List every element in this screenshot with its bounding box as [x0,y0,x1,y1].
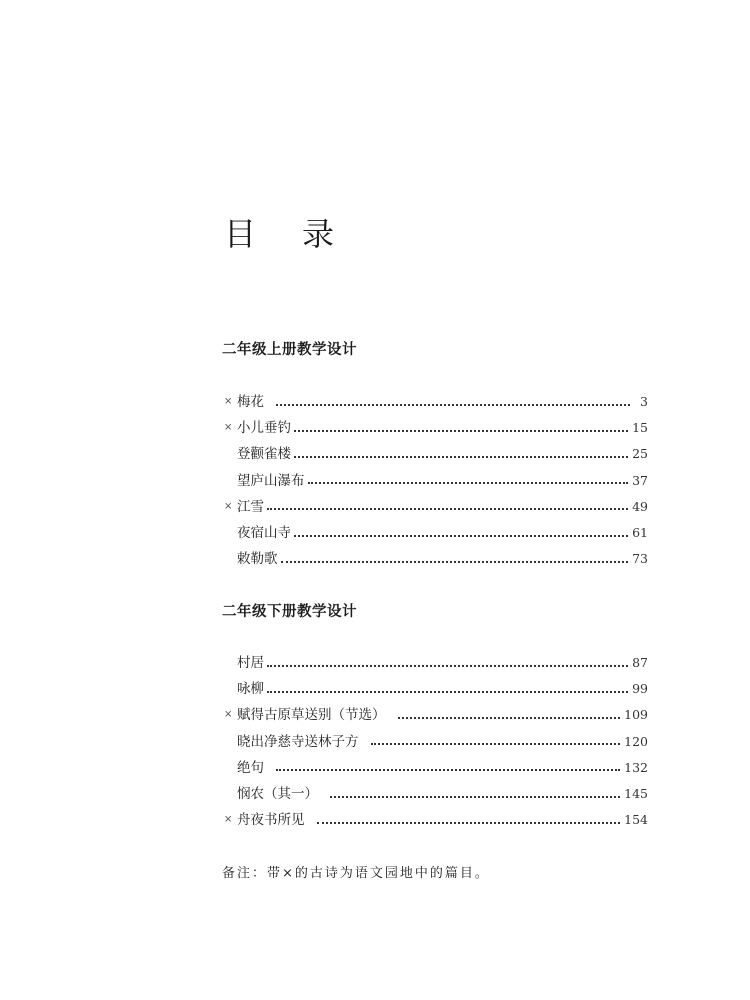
entry-title: 望庐山瀑布 [237,472,305,489]
section-heading: 二年级上册教学设计 [222,341,357,358]
toc-entry[interactable] [224,389,648,415]
page-number: 145 [624,786,648,802]
entry-title: 村居 [237,655,264,672]
dot-leader [294,455,628,458]
page-number: 109 [624,707,648,723]
entry-title: 赋得古原草送别（节选） [237,707,386,724]
toc-entry[interactable] [224,781,648,807]
entry-title: 敕勒歌 [237,551,278,568]
star-mark: × [224,500,233,512]
toc-entry[interactable] [224,650,648,676]
toc-entry[interactable] [224,441,648,467]
page-number: 154 [624,812,648,828]
star-mark: × [224,396,233,408]
toc-entry[interactable] [224,546,648,572]
star-mark: × [224,709,233,721]
toc-entry[interactable] [224,676,648,702]
entry-title: 晓出净慈寺送林子方 [237,733,359,750]
entry-title: 江雪 [237,498,264,515]
dot-leader [294,429,628,432]
toc-entry[interactable] [224,520,648,546]
page-number: 99 [632,681,648,697]
page-number: 73 [632,551,648,567]
page-number: 49 [632,498,648,514]
toc-entry[interactable] [224,494,648,520]
toc-entry[interactable] [224,755,648,781]
toc-entry[interactable] [224,415,648,441]
toc-entry[interactable] [224,807,648,833]
page-number: 3 [640,394,648,410]
section-heading: 二年级下册教学设计 [222,603,357,620]
entry-title: 悯农（其一） [237,786,318,803]
page-number: 37 [632,472,648,488]
entry-title: 咏柳 [237,681,264,698]
dot-leader [398,716,621,719]
dot-leader [308,481,629,484]
entry-title: 登颧雀楼 [237,446,291,463]
footnote: 备注：带×的古诗为语文园地中的篇目。 [222,866,490,881]
entry-title: 绝句 [237,759,264,776]
star-mark: × [224,814,233,826]
page-number: 61 [632,525,648,541]
entry-title: 梅花 [237,394,264,411]
dot-leader [267,664,628,667]
page-number: 120 [624,733,648,749]
page-number: 132 [624,759,648,775]
dot-leader [294,534,628,537]
page-number: 25 [632,446,648,462]
star-mark: × [224,422,233,434]
dot-leader [276,768,620,771]
toc-list-lower [224,650,648,833]
dot-leader [330,795,620,798]
toc-list-upper [224,389,648,572]
dot-leader [281,560,629,563]
entry-title: 夜宿山寺 [237,525,291,542]
page-number: 15 [632,420,648,436]
entry-title: 舟夜书所见 [237,812,305,829]
toc-entry[interactable] [224,468,648,494]
page-title [224,214,334,254]
page-title-char: 目 [224,215,257,253]
page-number: 87 [632,655,648,671]
entry-title: 小儿垂钓 [237,420,291,437]
page-title-char: 录 [302,215,335,253]
toc-entry[interactable] [224,729,648,755]
toc-entry[interactable] [224,702,648,728]
dot-leader [276,403,630,406]
dot-leader [371,742,621,745]
dot-leader [267,690,628,693]
dot-leader [267,507,628,510]
dot-leader [317,821,621,824]
